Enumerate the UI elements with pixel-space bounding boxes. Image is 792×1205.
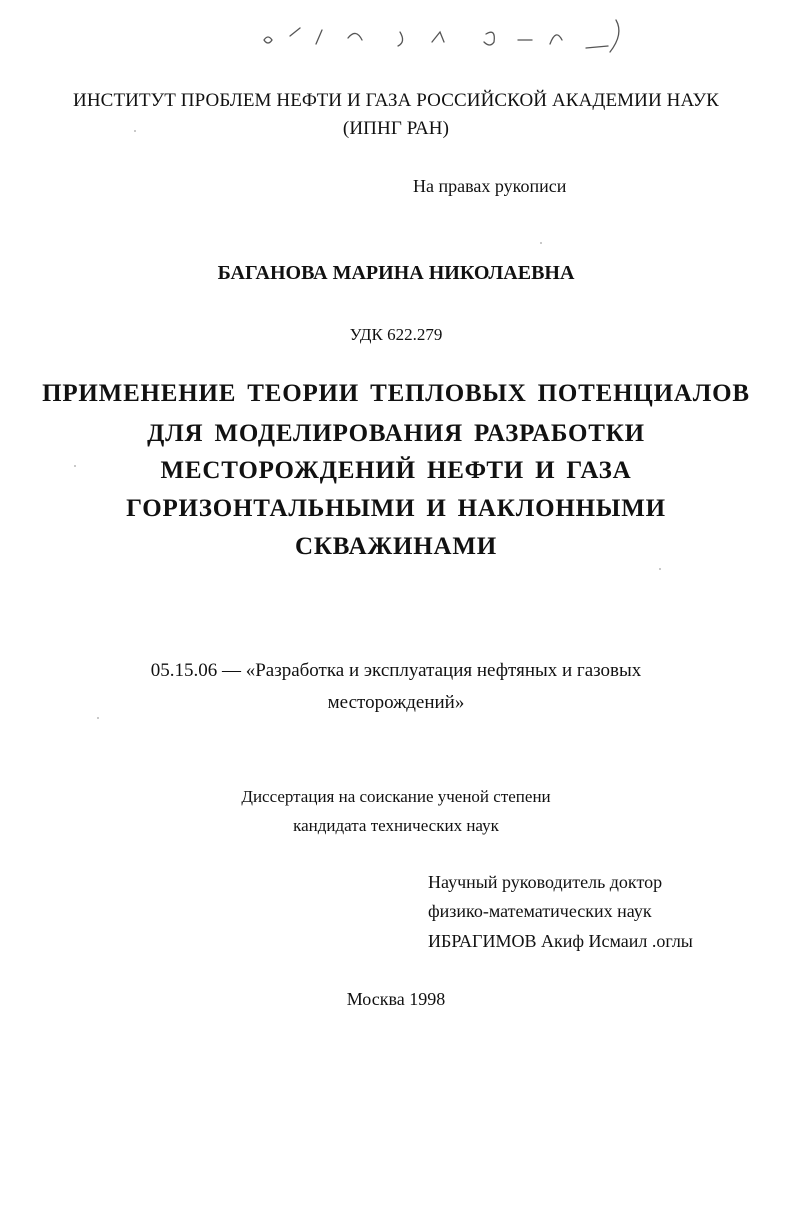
scan-speck xyxy=(540,242,542,244)
scan-speck xyxy=(134,130,136,132)
institute-name: ИНСТИТУТ ПРОБЛЕМ НЕФТИ И ГАЗА РОССИЙСКОЙ АКАДЕМИИ НАУК xyxy=(73,90,719,111)
title-line-2: ДЛЯ МОДЕЛИРОВАНИЯ РАЗРАБОТКИ xyxy=(147,420,645,447)
manuscript-rights-note: На правах рукописи xyxy=(413,176,567,196)
dissertation-degree-line-2: кандидата технических наук xyxy=(293,816,499,835)
scan-speck xyxy=(97,717,99,719)
specialty-line-2: месторождений» xyxy=(327,692,465,713)
scan-speck xyxy=(659,568,661,570)
title-line-1: ПРИМЕНЕНИЕ ТЕОРИИ ТЕПЛОВЫХ ПОТЕНЦИАЛОВ xyxy=(42,380,750,407)
supervisor-line-2: физико-математических наук xyxy=(428,901,652,921)
specialty-line-1: 05.15.06 — «Разработка и эксплуатация нефтяных и газовых xyxy=(150,660,642,681)
title-line-4: ГОРИЗОНТАЛЬНЫМИ И НАКЛОННЫМИ xyxy=(126,495,666,522)
handwritten-archive-mark xyxy=(250,14,640,58)
supervisor-line-1: Научный руководитель доктор xyxy=(428,872,663,892)
scan-speck xyxy=(74,465,76,467)
author-name: БАГАНОВА МАРИНА НИКОЛАЕВНА xyxy=(217,262,575,284)
dissertation-degree-line-1: Диссертация на соискание ученой степени xyxy=(241,787,551,806)
city-and-year: Москва 1998 xyxy=(346,989,446,1009)
udc-code: УДК 622.279 xyxy=(349,325,443,344)
title-line-5: СКВАЖИНАМИ xyxy=(294,533,498,560)
supervisor-name: ИБРАГИМОВ Акиф Исмаил .оглы xyxy=(428,931,693,951)
institute-abbreviation: (ИПНГ РАН) xyxy=(342,118,450,139)
title-line-3: МЕСТОРОЖДЕНИЙ НЕФТИ И ГАЗА xyxy=(160,457,632,484)
